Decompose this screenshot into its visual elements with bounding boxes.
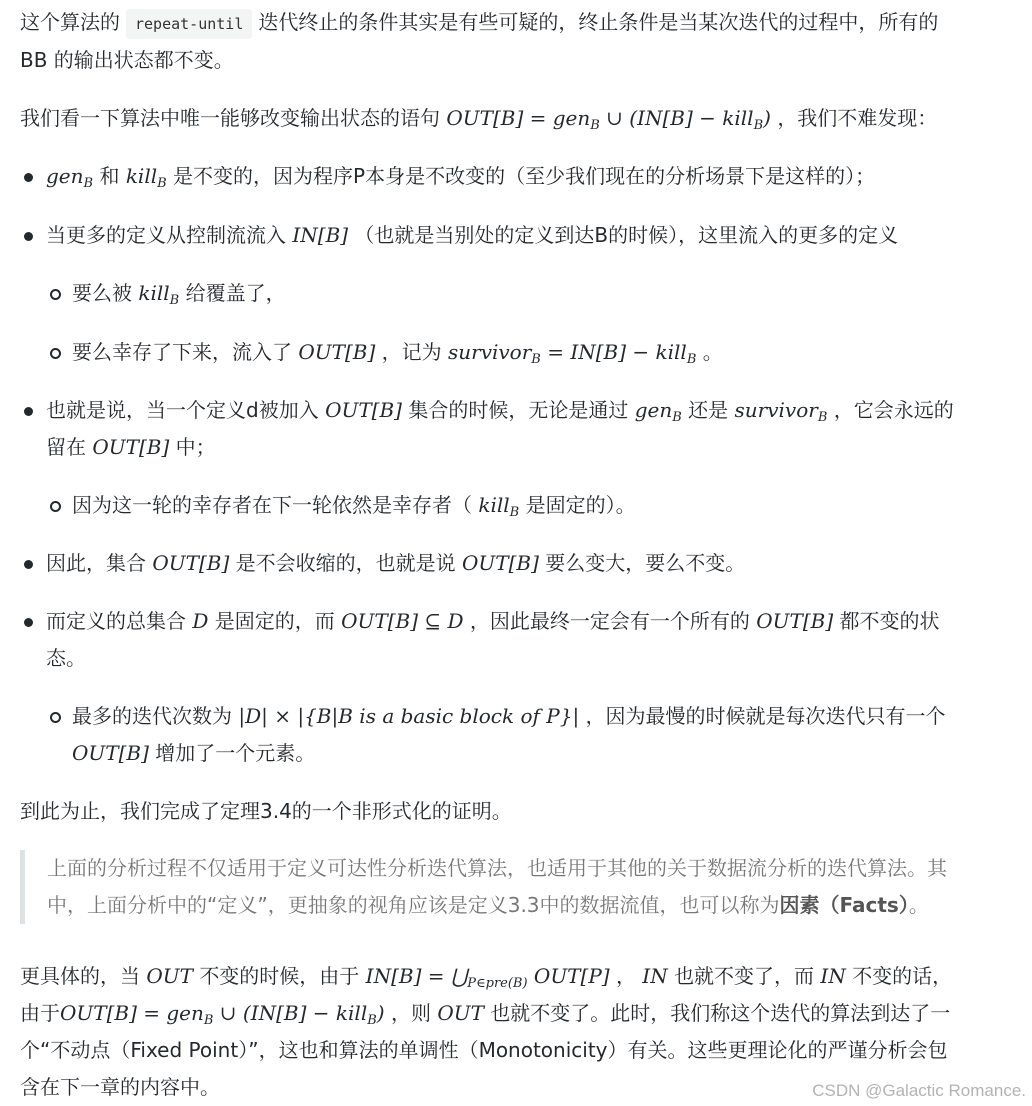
text: 。 <box>908 893 929 917</box>
math-kill: kill$_B$ <box>478 493 520 520</box>
text: 。 <box>702 340 723 364</box>
math-kill: kill$_B$ <box>125 164 167 191</box>
list-item <box>46 158 1020 202</box>
text: 因为这一轮的幸存者在下一轮依然是幸存者（ <box>72 493 472 517</box>
math-kill: kill$_B$ <box>138 281 180 308</box>
sub-list-item <box>72 487 1020 531</box>
math-in: IN <box>642 964 668 988</box>
bullet-disc <box>24 560 33 569</box>
text: 到此为止，我们完成了定理3.4的一个非形式化的证明。 <box>20 799 512 823</box>
math-out: OUT <box>437 1001 484 1025</box>
bullet-circle <box>50 712 61 723</box>
text: 而定义的总集合 <box>46 609 186 633</box>
text: 还是 <box>688 398 729 422</box>
text: 最多的迭代次数为 <box>72 704 232 728</box>
text: ，因为最慢的时候就是每次迭代只有一个 <box>585 704 946 728</box>
text: BB 的输出状态都不变。 <box>20 48 234 72</box>
csdn-watermark: CSDN @Galactic Romance. <box>812 1081 1026 1100</box>
text: 这个算法的 <box>20 10 120 34</box>
sub-list-item-line2 <box>72 735 1020 772</box>
text: 因此，集合 <box>46 551 146 575</box>
text: 不变的时候，由于 <box>199 964 360 988</box>
intro-paragraph-line2 <box>20 42 1020 79</box>
quote-line <box>47 887 1020 924</box>
math-out-eq: OUT[B] = gen$_B$ ∪ (IN[B] − kill$_B$) <box>446 106 771 133</box>
math-out-b: OUT[B] <box>756 609 834 633</box>
math-out-b: OUT[B] <box>92 435 170 459</box>
intro-paragraph <box>20 4 1020 43</box>
text: 给覆盖了， <box>185 281 286 305</box>
math-out-b: OUT[B] <box>298 340 376 364</box>
conclusion-paragraph <box>20 793 1020 830</box>
math-union-eq: $IN[B] = ⋃_{P\in pre(B)}$ OUT[P] <box>365 964 610 991</box>
text: ，记为 <box>381 340 442 364</box>
math-out-b: OUT[B] <box>325 398 402 422</box>
text: 个“不动点（Fixed Point）”，这也和算法的单调性（Monotonicity）有关。这些更理论化的严谨分析会包 <box>20 1038 948 1062</box>
statement-paragraph <box>20 100 1020 144</box>
bullet-disc <box>24 618 33 627</box>
text: 不变的话， <box>852 964 953 988</box>
list-item-line2 <box>46 429 1020 466</box>
bullet-disc <box>24 173 33 182</box>
text: 也就不变了，而 <box>674 964 815 988</box>
math-count: |D| × |{B|B is a basic block of P}| <box>238 704 580 728</box>
text: 和 <box>99 164 120 188</box>
text: 是固定的，而 <box>214 609 335 633</box>
math-subset: OUT[B] ⊆ D <box>341 609 464 633</box>
math-in: IN <box>820 964 846 988</box>
math-survivor: survivor$_B$ <box>734 398 828 425</box>
text: 留在 <box>46 435 86 459</box>
math-out: OUT <box>146 964 193 988</box>
bullet-disc <box>24 232 33 241</box>
text: 迭代终止的条件其实是有些可疑的，终止条件是当某次迭代的过程中，所有的 <box>258 10 939 34</box>
sub-list-item <box>72 275 1020 319</box>
text: 当更多的定义从控制流流入 <box>46 223 286 247</box>
text: ，则 <box>390 1001 431 1025</box>
bullet-circle <box>50 289 61 300</box>
math-out-b: OUT[B] <box>72 741 149 765</box>
text: 是不变的，因为程序P本身是不改变的（至少我们现在的分析场景下是这样的）； <box>173 164 876 188</box>
math-survivor-eq: survivor$_B$ = IN[B] − kill$_B$ <box>447 340 697 367</box>
quote-line: 上面的分析过程不仅适用于定义可达性分析迭代算法，也适用于其他的关于数据流分析的迭代算法。其 <box>47 856 947 880</box>
text: ，它会永远的 <box>833 398 954 422</box>
blockquote <box>20 850 1020 924</box>
text: 含在下一章的内容中。 <box>20 1075 220 1099</box>
math-gen: gen$_B$ <box>46 164 94 191</box>
text: （也就是当别处的定义到达B的时候），这里流入的更多的定义 <box>354 223 899 247</box>
text: ，我们不难发现： <box>777 106 938 130</box>
text: 是固定的）。 <box>525 493 636 517</box>
list-item <box>46 217 1020 254</box>
list-item-line2 <box>46 640 1020 677</box>
inline-code: repeat-until <box>126 9 252 39</box>
bullet-circle <box>50 501 61 512</box>
text: 中； <box>175 435 216 459</box>
text: 都不变的状 <box>839 609 940 633</box>
text: 态。 <box>46 646 86 670</box>
text: 更具体的，当 <box>20 964 140 988</box>
math-gen: gen$_B$ <box>634 398 682 425</box>
text: 要么变大，要么不变。 <box>545 551 746 575</box>
bullet-circle <box>50 348 61 359</box>
math-out-b: OUT[B] <box>461 551 539 575</box>
math-d: D <box>192 609 209 633</box>
text: 中，上面分析中的“定义”，更抽象的视角应该是定义3.3中的数据流值，也可以称为 <box>47 893 780 917</box>
text: 是不会收缩的，也就是说 <box>235 551 456 575</box>
text: 集合的时候，无论是通过 <box>408 398 629 422</box>
math-out-eq: OUT[B] = gen$_B$ ∪ (IN[B] − kill$_B$) <box>60 1001 385 1028</box>
sub-list-item <box>72 698 1020 735</box>
text: 也就不变了。此时，我们称这个迭代的算法到达了一 <box>490 1001 951 1025</box>
text: 要么被 <box>72 281 132 305</box>
text: ，因此最终一定会有一个所有的 <box>469 609 750 633</box>
bullet-disc <box>24 407 33 416</box>
final-paragraph-line3 <box>20 1032 1020 1069</box>
text: 我们看一下算法中唯一能够改变输出状态的语句 <box>20 106 440 130</box>
bold-term: 因素（Facts） <box>779 893 909 917</box>
text: 要么幸存了下来，流入了 <box>72 340 292 364</box>
text: 增加了一个元素。 <box>155 741 316 765</box>
math-in-b: IN[B] <box>292 223 349 247</box>
text: 也就是说，当一个定义d被加入 <box>46 398 319 422</box>
math-out-b: OUT[B] <box>152 551 230 575</box>
text: ， <box>615 964 636 988</box>
list-item <box>46 545 1020 582</box>
sub-list-item <box>72 334 1020 378</box>
text: 由于 <box>20 1001 60 1025</box>
list-item <box>46 603 1020 640</box>
